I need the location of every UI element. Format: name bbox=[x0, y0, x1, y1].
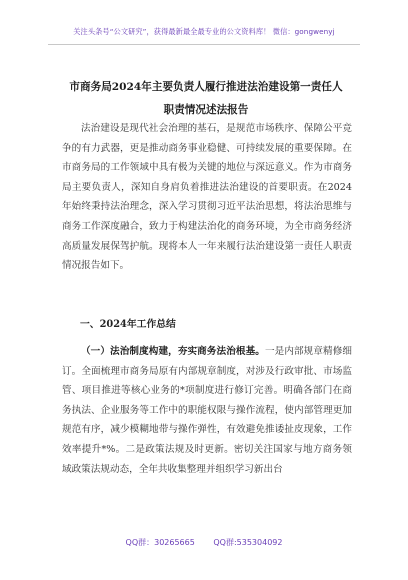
header-banner: 关注头条号“公文研究”，获得最新最全最专业的公文资料库！ 微信：gongwenyj bbox=[73, 27, 335, 36]
title-line-2: 职责情况述法报告 bbox=[163, 104, 249, 116]
section-heading: 一、2024年工作总结 bbox=[80, 319, 176, 330]
subsection-body: 一是内部规章精修细订。全面梳理市商务局原有内部规章制度，对涉及行政审批、市场监管、项目推进等核心业务的*项制度进行修订完善。明确各部门在商务执法、企业服务等工作中的职能权限与操作流程，使内部管理更加规范有序，减少模糊地带与操作弹性，有效避免推诿扯皮现象，工作效率提升*%。二是政策法规及时更新。密切关注国家与地方商务领域政策法规动态，全年共收集整理并组织学习新出台 bbox=[62, 346, 353, 475]
footer-contacts bbox=[0, 537, 408, 548]
header-divider bbox=[48, 44, 360, 45]
intro-paragraph: 法治建设是现代社会治理的基石，是规范市场秩序、保障公平竞争的有力武器，更是推动商务事业稳健、可持续发展的重要保障。在市商务局的工作领域中具有极为关键的地位与深远意义。作为市商务局主要负责人，深知自身肩负着推进法治建设的首要职责。在2024年始终秉持法治理念，深入学习贯彻习近平法治思想，将法治思维与商务工作深度融合，致力于构建法治化的商务环境，为全市商务经济高质量发展保驾护航。现将本人一年来履行法治建设第一责任人职责情况报告如下。 bbox=[62, 123, 352, 272]
subsection-paragraph bbox=[62, 342, 352, 479]
subsection-lead: （一）法治制度构建，夯实商务法治根基。 bbox=[81, 346, 265, 357]
document-title bbox=[56, 76, 356, 122]
title-line-1: 市商务局2024年主要负责人履行推进法治建设第一责任人 bbox=[69, 81, 343, 93]
footer-qq-2: QQ群:535304092 bbox=[213, 538, 283, 547]
footer-qq-1: QQ群：30265665 bbox=[125, 538, 195, 547]
